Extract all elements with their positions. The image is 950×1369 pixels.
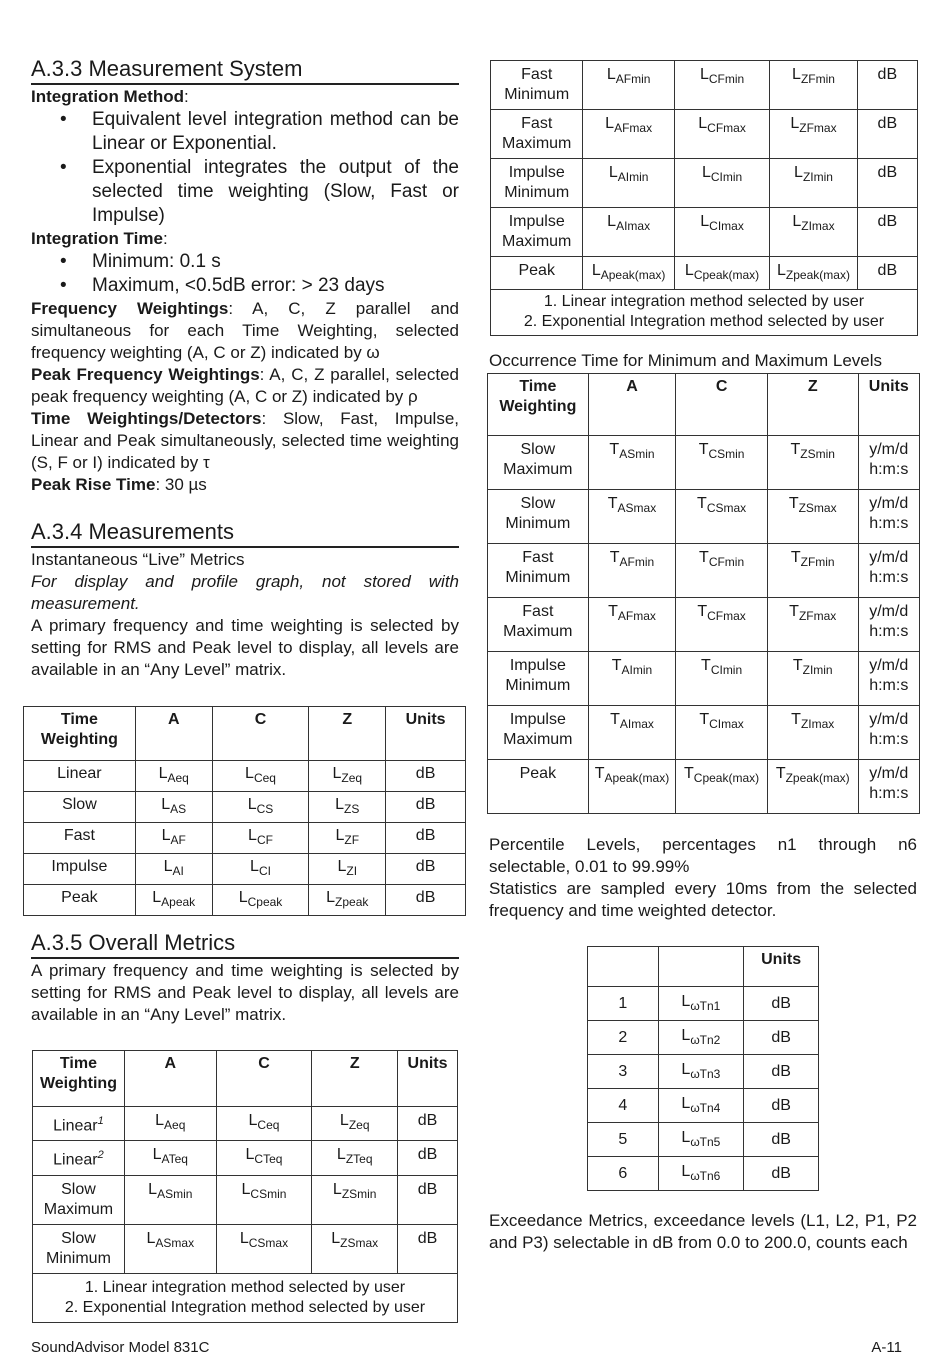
index-cell: 1 — [588, 987, 659, 1021]
units-cell: dB — [398, 1224, 458, 1273]
list-item: • Exponential integrates the output of the selected time weighting (Slow, Fast or Impulse) — [31, 156, 459, 228]
live-metrics-table — [23, 706, 466, 916]
table-row — [24, 761, 466, 792]
symbol-cell: $L_{AImin}$ — [583, 159, 674, 208]
list-item: • Equivalent level integration method can be Linear or Exponential. — [31, 108, 459, 156]
time-weighting-cell: Linear — [24, 761, 136, 792]
units-cell: dB — [744, 1157, 819, 1191]
time-weighting-cell: Impulse Minimum — [491, 159, 583, 208]
paragraph: A primary frequency and time weighting is selected by setting for RMS and Peak level to display, all levels are available in an “Any Level” matrix. — [31, 961, 459, 1024]
header-cell: Time Weighting — [33, 1051, 125, 1107]
table-row — [488, 652, 920, 706]
units-cell: y/m/d h:m:s — [858, 760, 919, 814]
symbol-cell: $T_{ZImin}$ — [767, 652, 858, 706]
table-row — [491, 257, 918, 290]
time-weighting-cell: Linear$^1$ — [33, 1107, 125, 1141]
table-row — [24, 792, 466, 823]
symbol-cell: $L_{CFmax}$ — [674, 110, 769, 159]
units-cell: dB — [386, 885, 466, 916]
table-row — [491, 110, 918, 159]
time-weighting-cell: Impulse Maximum — [488, 706, 589, 760]
section-335 — [31, 929, 459, 1026]
paragraph: Percentile Levels, percentages n1 through n6 selectable, 0.01 to 99.99% — [489, 835, 917, 876]
time-weighting-cell: Impulse Maximum — [491, 208, 583, 257]
symbol-cell: $T_{CFmin}$ — [676, 544, 768, 598]
table-row — [24, 854, 466, 885]
symbol-cell: $L_{Cpeak(max)}$ — [674, 257, 769, 290]
index-cell: 4 — [588, 1089, 659, 1123]
table-note: 2. Exponential Integration method selected by user — [523, 313, 885, 330]
table-row — [488, 598, 920, 652]
time-weighting-cell: Impulse — [24, 854, 136, 885]
index-cell: 3 — [588, 1055, 659, 1089]
symbol-cell: $L_{Zpeak}$ — [309, 885, 386, 916]
time-weighting-cell: Impulse Minimum — [488, 652, 589, 706]
integration-time-label: Integration Time — [31, 229, 163, 248]
table-row — [588, 1021, 819, 1055]
section-334 — [31, 518, 459, 681]
units-cell: dB — [386, 854, 466, 885]
integration-method-label: Integration Method — [31, 87, 184, 106]
header-cell: Units — [398, 1051, 458, 1107]
header-cell — [588, 947, 659, 987]
units-cell: y/m/d h:m:s — [858, 598, 919, 652]
units-cell: dB — [744, 1089, 819, 1123]
symbol-cell: $L_{CSmin}$ — [216, 1175, 312, 1224]
symbol-cell: $L_{CSmax}$ — [216, 1224, 312, 1273]
symbol-cell: $L_{ZSmin}$ — [312, 1175, 398, 1224]
units-cell: dB — [857, 257, 917, 290]
table-row — [588, 987, 819, 1021]
symbol-cell: $L_{ASmin}$ — [124, 1175, 216, 1224]
index-cell: 2 — [588, 1021, 659, 1055]
symbol-cell: $L_{CTeq}$ — [216, 1141, 312, 1175]
symbol-cell: $L_{ZImin}$ — [770, 159, 857, 208]
symbol-cell: $L_{CI}$ — [212, 854, 309, 885]
percentile-section — [489, 834, 917, 922]
paragraph: Statistics are sampled every 10ms from the selected frequency and time weighted detector. — [489, 879, 917, 920]
symbol-cell: $L_{ZSmax}$ — [312, 1224, 398, 1273]
time-weighting-cell: Fast — [24, 823, 136, 854]
table-row — [488, 706, 920, 760]
freq-weightings-para: Frequency Weightings: A, C, Z parallel and simultaneous for each Time Weighting, selected frequency weighting (A, C or Z) indicated by ω — [31, 299, 459, 362]
table-row — [491, 159, 918, 208]
symbol-cell: $L_{CF}$ — [212, 823, 309, 854]
occurrence-heading: Occurrence Time for Minimum and Maximum Levels — [489, 351, 883, 370]
peak-freq-weightings-para: Peak Frequency Weightings: A, C, Z parallel, selected peak frequency weighting (A, C or Z) indicated by ρ — [31, 365, 459, 406]
symbol-cell: $T_{Zpeak(max)}$ — [767, 760, 858, 814]
units-cell: y/m/d h:m:s — [858, 652, 919, 706]
header-cell: Units — [386, 707, 466, 761]
time-weighting-cell: Fast Maximum — [488, 598, 589, 652]
time-weighting-cell: Slow — [24, 792, 136, 823]
italic-note: For display and profile graph, not stored with measurement. — [31, 572, 459, 613]
units-cell: dB — [386, 792, 466, 823]
section-title: A.3.3 Measurement System — [31, 55, 459, 85]
units-cell: y/m/d h:m:s — [858, 544, 919, 598]
header-cell: Time Weighting — [488, 374, 589, 436]
units-cell: y/m/d h:m:s — [858, 436, 919, 490]
table-row — [588, 1055, 819, 1089]
index-cell: 6 — [588, 1157, 659, 1191]
symbol-cell: $T_{AFmin}$ — [588, 544, 676, 598]
symbol-cell: $T_{ZSmin}$ — [767, 436, 858, 490]
symbol-cell: $L_{CImin}$ — [674, 159, 769, 208]
header-cell: Units — [858, 374, 919, 436]
time-weighting-cell: Slow Maximum — [488, 436, 589, 490]
table-row — [33, 1107, 458, 1141]
symbol-cell: $L_{Zeq}$ — [312, 1107, 398, 1141]
symbol-cell: $T_{AImax}$ — [588, 706, 676, 760]
units-cell: dB — [744, 1123, 819, 1157]
symbol-cell: $T_{ZFmin}$ — [767, 544, 858, 598]
table-row — [24, 823, 466, 854]
exceedance-para: Exceedance Metrics, exceedance levels (L1, L2, P1, P2 and P3) selectable in dB from 0.0 to 200.0, counts each — [489, 1211, 917, 1252]
units-cell: dB — [857, 208, 917, 257]
header-cell: C — [676, 374, 768, 436]
units-cell: dB — [398, 1141, 458, 1175]
symbol-cell: $L_{AS}$ — [135, 792, 212, 823]
symbol-cell: $L_{Aeq}$ — [124, 1107, 216, 1141]
symbol-cell: $L_{Apeak}$ — [135, 885, 212, 916]
units-cell: dB — [744, 1055, 819, 1089]
time-weighting-cell: Peak — [24, 885, 136, 916]
time-weighting-cell: Peak — [488, 760, 589, 814]
symbol-cell: $L_{\omega Tn1}$ — [658, 987, 744, 1021]
overall-metrics-table-continued — [490, 60, 918, 336]
subheading: Instantaneous “Live” Metrics — [31, 550, 245, 569]
symbol-cell: $L_{\omega Tn4}$ — [658, 1089, 744, 1123]
section-333: A.3.3 Measurement System Integration Method: • Equivalent level integration method can be Linear or Exponential. • Exponential integrates the output of the selected time weighting (Slow, Fast or Impulse) Integration Time: • Minimum: 0.1 s • Maximum, <0.5dB error: > 23 days Frequency Weightings: A, C, Z parallel and simultaneous for each Time Weighting, selected frequency weighting (A, C or Z) indicated by ω Peak Frequency Weightings: A, C, Z parallel, selected peak frequency weighting (A, C or Z) indicated by ρ Time Weightings/Detectors: Slow, Fast, Impulse, Linear and Peak simultaneously, selected time weighting (S, F or I) indicated by τ Peak Rise Time: 30 µs — [31, 55, 459, 496]
units-cell: dB — [398, 1107, 458, 1141]
table-row — [24, 885, 466, 916]
time-weighting-cell: Slow Minimum — [488, 490, 589, 544]
table-row — [33, 1175, 458, 1224]
symbol-cell: $L_{ZI}$ — [309, 854, 386, 885]
header-cell: Z — [309, 707, 386, 761]
symbol-cell: $T_{CFmax}$ — [676, 598, 768, 652]
symbol-cell: $L_{\omega Tn3}$ — [658, 1055, 744, 1089]
symbol-cell: $T_{ZFmax}$ — [767, 598, 858, 652]
symbol-cell: $L_{AFmax}$ — [583, 110, 674, 159]
units-cell: dB — [398, 1175, 458, 1224]
symbol-cell: $L_{ZTeq}$ — [312, 1141, 398, 1175]
time-weightings-para: Time Weightings/Detectors: Slow, Fast, Impulse, Linear and Peak simultaneously, selected time weighting (S, F or I) indicated by τ — [31, 409, 460, 472]
symbol-cell: $L_{\omega Tn6}$ — [658, 1157, 744, 1191]
symbol-cell: $L_{Ceq}$ — [216, 1107, 312, 1141]
symbol-cell: $L_{CS}$ — [212, 792, 309, 823]
symbol-cell: $T_{ASmin}$ — [588, 436, 676, 490]
time-weighting-cell: Fast Maximum — [491, 110, 583, 159]
time-weighting-cell: Peak — [491, 257, 583, 290]
symbol-cell: $L_{Aeq}$ — [135, 761, 212, 792]
table-row — [588, 1123, 819, 1157]
table-note: 1. Linear integration method selected by user — [543, 293, 865, 310]
symbol-cell: $T_{ASmax}$ — [588, 490, 676, 544]
symbol-cell: $L_{Cpeak}$ — [212, 885, 309, 916]
list-item: • Maximum, <0.5dB error: > 23 days — [31, 274, 459, 298]
symbol-cell: $T_{Cpeak(max)}$ — [676, 760, 768, 814]
table-row — [588, 1157, 819, 1191]
table-note: 2. Exponential Integration method selected by user — [64, 1298, 426, 1316]
list-item: • Minimum: 0.1 s — [31, 250, 459, 274]
units-cell: y/m/d h:m:s — [858, 490, 919, 544]
symbol-cell: $L_{Zpeak(max)}$ — [770, 257, 857, 290]
symbol-cell: $T_{CSmin}$ — [676, 436, 768, 490]
units-cell: dB — [857, 110, 917, 159]
units-cell: dB — [386, 761, 466, 792]
symbol-cell: $L_{CImax}$ — [674, 208, 769, 257]
time-weighting-cell: Linear$^2$ — [33, 1141, 125, 1175]
section-title: A.3.5 Overall Metrics — [31, 929, 459, 959]
occurrence-time-table — [487, 373, 920, 814]
header-cell: C — [216, 1051, 312, 1107]
percentile-table — [587, 946, 819, 1191]
header-cell: Z — [312, 1051, 398, 1107]
symbol-cell: $L_{Zeq}$ — [309, 761, 386, 792]
header-cell: Units — [744, 947, 819, 987]
table-row — [491, 208, 918, 257]
units-cell: dB — [386, 823, 466, 854]
table-row — [488, 760, 920, 814]
symbol-cell: $T_{CSmax}$ — [676, 490, 768, 544]
units-cell: y/m/d h:m:s — [858, 706, 919, 760]
symbol-cell: $L_{Ceq}$ — [212, 761, 309, 792]
symbol-cell: $L_{\omega Tn2}$ — [658, 1021, 744, 1055]
table-note: 1. Linear integration method selected by user — [84, 1278, 406, 1296]
units-cell: dB — [857, 159, 917, 208]
header-cell: A — [135, 707, 212, 761]
header-cell — [658, 947, 744, 987]
symbol-cell: $L_{CFmin}$ — [674, 61, 769, 110]
integration-time-list — [31, 250, 459, 298]
time-weighting-cell: Fast Minimum — [491, 61, 583, 110]
time-weighting-cell: Slow Maximum — [33, 1175, 125, 1224]
symbol-cell: $T_{AFmax}$ — [588, 598, 676, 652]
symbol-cell: $T_{CImin}$ — [676, 652, 768, 706]
symbol-cell: $L_{AF}$ — [135, 823, 212, 854]
symbol-cell: $T_{ZSmax}$ — [767, 490, 858, 544]
header-cell: Time Weighting — [24, 707, 136, 761]
symbol-cell: $L_{Apeak(max)}$ — [583, 257, 674, 290]
symbol-cell: $L_{ASmax}$ — [124, 1224, 216, 1273]
units-cell: dB — [744, 1021, 819, 1055]
header-cell: C — [212, 707, 309, 761]
symbol-cell: $L_{AImax}$ — [583, 208, 674, 257]
index-cell: 5 — [588, 1123, 659, 1157]
header-cell: Z — [767, 374, 858, 436]
header-cell: A — [124, 1051, 216, 1107]
time-weighting-cell: Slow Minimum — [33, 1224, 125, 1273]
symbol-cell: $T_{Apeak(max)}$ — [588, 760, 676, 814]
table-row — [588, 1089, 819, 1123]
symbol-cell: $L_{AI}$ — [135, 854, 212, 885]
footer-left: SoundAdvisor Model 831C — [31, 1339, 210, 1356]
table-row — [33, 1141, 458, 1175]
header-cell: A — [588, 374, 676, 436]
symbol-cell: $L_{ZFmax}$ — [770, 110, 857, 159]
table-row — [488, 490, 920, 544]
symbol-cell: $T_{AImin}$ — [588, 652, 676, 706]
paragraph: A primary frequency and time weighting is selected by setting for RMS and Peak level to display, all levels are available in an “Any Level” matrix. — [31, 616, 459, 679]
integration-method-list — [31, 108, 459, 228]
symbol-cell: $L_{ZS}$ — [309, 792, 386, 823]
symbol-cell: $L_{AFmin}$ — [583, 61, 674, 110]
symbol-cell: $L_{ATeq}$ — [124, 1141, 216, 1175]
table-row — [488, 436, 920, 490]
peak-rise-para: Peak Rise Time: 30 µs — [31, 475, 207, 494]
symbol-cell: $L_{ZImax}$ — [770, 208, 857, 257]
page-number: A-11 — [871, 1339, 902, 1356]
symbol-cell: $L_{\omega Tn5}$ — [658, 1123, 744, 1157]
units-cell: dB — [857, 61, 917, 110]
time-weighting-cell: Fast Minimum — [488, 544, 589, 598]
symbol-cell: $L_{ZF}$ — [309, 823, 386, 854]
table-row — [491, 61, 918, 110]
symbol-cell: $T_{CImax}$ — [676, 706, 768, 760]
section-title: A.3.4 Measurements — [31, 518, 459, 548]
symbol-cell: $L_{ZFmin}$ — [770, 61, 857, 110]
units-cell: dB — [744, 987, 819, 1021]
table-row — [488, 544, 920, 598]
table-row — [33, 1224, 458, 1273]
symbol-cell: $T_{ZImax}$ — [767, 706, 858, 760]
overall-metrics-table — [32, 1050, 458, 1323]
